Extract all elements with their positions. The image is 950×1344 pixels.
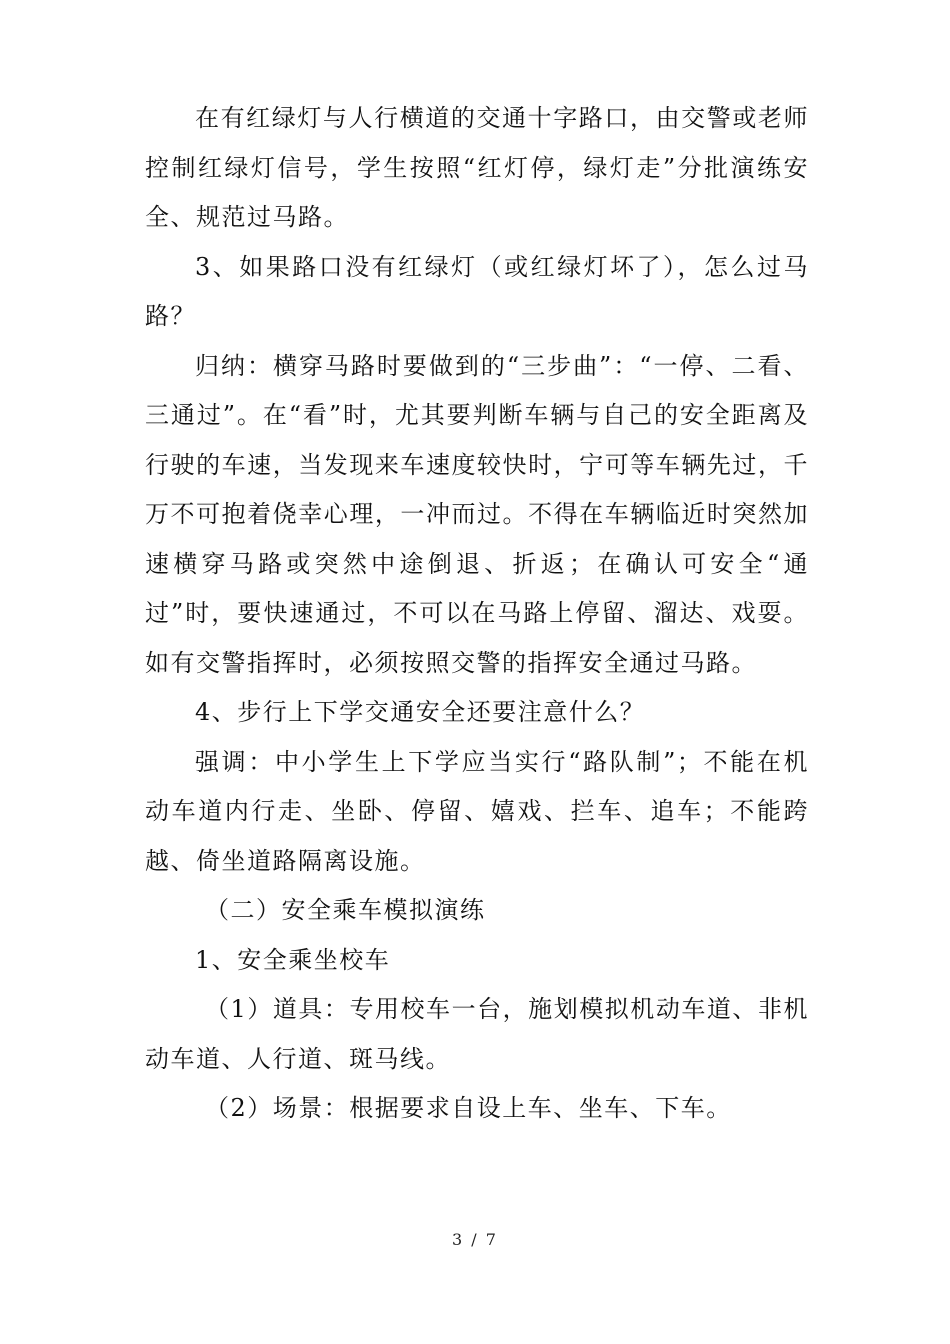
section-heading-safe-riding: （二）安全乘车模拟演练 — [205, 896, 486, 924]
paragraph-question-4: 4、步行上下学交通安全还要注意什么？ — [195, 698, 646, 726]
paragraph-question-3: 3、如果路口没有红绿灯（或红绿灯坏了），怎么过马路？ — [145, 252, 809, 330]
paragraph-summary: 归纳：横穿马路时要做到的“三步曲”：“一停、二看、三通过”。在“看”时，尤其要判断车辆与自己的安全距离及行驶的车速，当发现来车速度较快时，宁可等车辆先过，千万不可抱着侥幸心理，一冲而过。不得在车辆临近时突然加速横穿马路或突然中途倒退、折返；在确认可安全“通过”时，要快速通过，不可以在马路上停留、溜达、戏耍。如有交警指挥时，必须按照交警的指挥安全通过马路。 — [145, 351, 809, 677]
document-body — [145, 94, 809, 1134]
paragraph-school-bus: 1、安全乘坐校车 — [195, 945, 391, 974]
paragraph-scene: （2）场景：根据要求自设上车、坐车、下车。 — [205, 1094, 732, 1122]
paragraph-emphasis: 强调：中小学生上下学应当实行“路队制”；不能在机动车道内行走、坐卧、停留、嬉戏、拦车、追车；不能跨越、倚坐道路隔离设施。 — [145, 747, 809, 875]
page-number: 3 / 7 — [452, 1230, 498, 1249]
paragraph-traffic-light-drill: 在有红绿灯与人行横道的交通十字路口，由交警或老师控制红绿灯信号，学生按照“红灯停，绿灯走”分批演练安全、规范过马路。 — [145, 104, 809, 231]
paragraph-props: （1）道具：专用校车一台，施划模拟机动车道、非机动车道、人行道、斑马线。 — [145, 995, 809, 1073]
